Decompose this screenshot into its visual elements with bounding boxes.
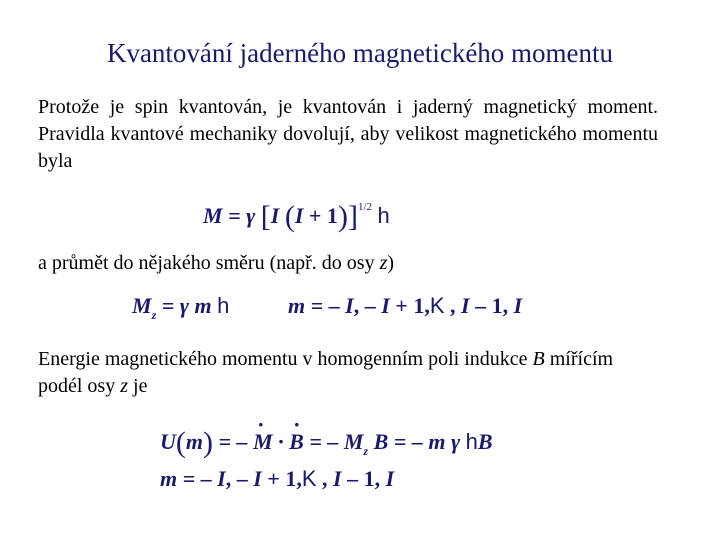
equation-m-values-2: m = – I, – I + 1,K , I – 1, I (160, 466, 395, 491)
paragraph-spin-quantization: Protože je spin kvantován, je kvantován i jaderný magnetický moment. Pravidla kvantové mechaniky dovolují, aby velikost magnetického momentu byla (38, 96, 658, 172)
slide-title: Kvantování jaderného magnetického momentu (106, 38, 614, 68)
paragraph-projection: a průmět do nějakého směru (např. do osy z) (38, 252, 395, 274)
exponent-one-half: 1/2 (357, 201, 372, 213)
equation-m-values-1: m = – I, – I + 1,K , I – 1, I (288, 293, 523, 318)
equation-moment-projection: $M_z = \gamma$ m h (132, 293, 230, 322)
paragraph-energy: Energie magnetického momentu v homogenním poli indukce B mířícím podél osy z je (38, 348, 614, 397)
equation-energy: U(m) = – · M · · B = – $M_z$ B = – m γ hB (160, 426, 493, 460)
equation-magnetic-moment-magnitude: M = γ [I (I + 1)]$^{1/2}$ h (203, 200, 390, 233)
